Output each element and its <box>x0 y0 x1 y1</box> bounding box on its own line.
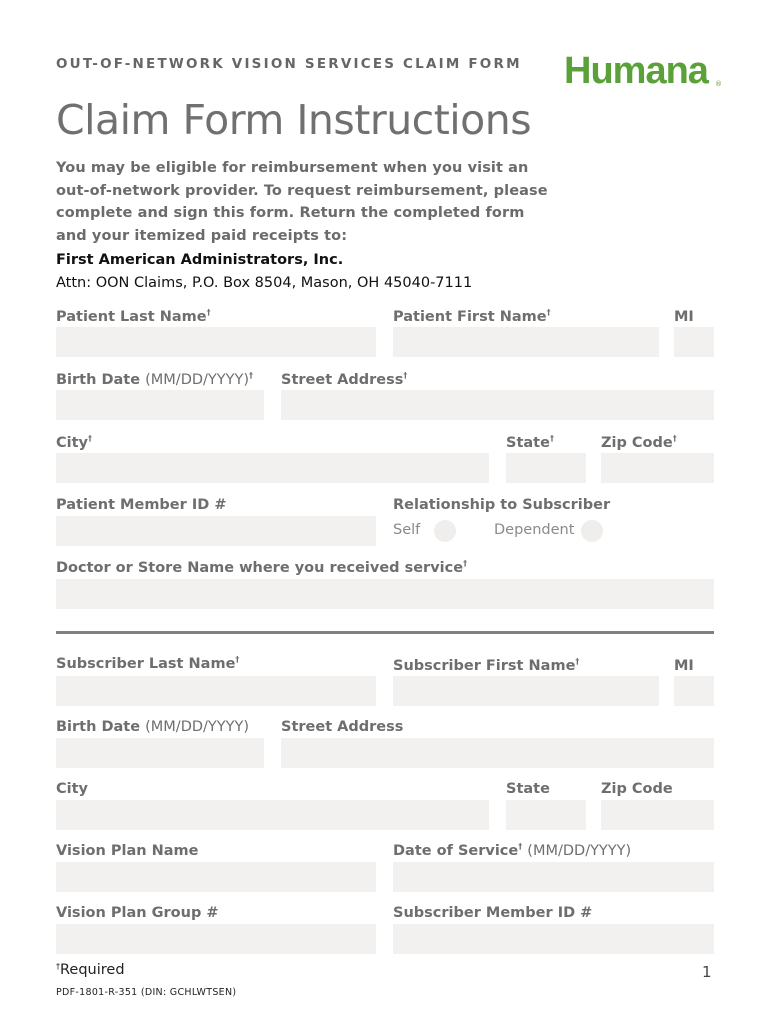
patient-first-name-label: Patient First Name† <box>393 308 551 325</box>
vision-plan-group-label: Vision Plan Group # <box>56 905 219 921</box>
instructions-text: You may be eligible for reimbursement when you visit an out-of-network provider. To request reimbursement, please complete and sign this form. Return the completed form and your itemized paid receipts to: <box>56 160 548 244</box>
patient-street-input[interactable] <box>281 390 714 420</box>
patient-zip-input[interactable] <box>601 453 714 483</box>
date-of-service-input[interactable] <box>393 862 714 892</box>
page-number: 1 <box>702 963 712 981</box>
registered-mark: ® <box>715 80 722 88</box>
subscriber-birth-date-label: Birth Date (MM/DD/YYYY) <box>56 719 249 735</box>
subscriber-first-name-label: Subscriber First Name† <box>393 657 580 674</box>
form-type-heading: OUT-OF-NETWORK VISION SERVICES CLAIM FORM <box>56 56 522 72</box>
patient-member-id-label: Patient Member ID # <box>56 497 227 513</box>
patient-city-input[interactable] <box>56 453 489 483</box>
subscriber-mi-input[interactable] <box>674 676 714 706</box>
subscriber-state-input[interactable] <box>506 800 586 830</box>
doctor-store-label: Doctor or Store Name where you received service† <box>56 559 468 576</box>
subscriber-member-id-label: Subscriber Member ID # <box>393 905 593 921</box>
relationship-label: Relationship to Subscriber <box>393 497 611 513</box>
vision-plan-name-input[interactable] <box>56 862 376 892</box>
subscriber-first-name-input[interactable] <box>393 676 659 706</box>
subscriber-zip-input[interactable] <box>601 800 714 830</box>
patient-birth-date-input[interactable] <box>56 390 264 420</box>
doctor-store-input[interactable] <box>56 579 714 609</box>
document-id: PDF-1801-R-351 (DIN: GCHLWTSEN) <box>56 987 237 998</box>
patient-first-name-input[interactable] <box>393 327 659 357</box>
patient-zip-label: Zip Code† <box>601 434 677 451</box>
vision-plan-group-input[interactable] <box>56 924 376 954</box>
mailing-address-line: Attn: OON Claims, P.O. Box 8504, Mason, OH 45040-7111 <box>56 275 473 291</box>
patient-last-name-input[interactable] <box>56 327 376 357</box>
subscriber-birth-date-input[interactable] <box>56 738 264 768</box>
date-of-service-label: Date of Service† (MM/DD/YYYY) <box>393 842 632 859</box>
subscriber-zip-label: Zip Code <box>601 781 673 797</box>
relationship-self-radio[interactable] <box>434 520 456 542</box>
patient-birth-date-label: Birth Date (MM/DD/YYYY)† <box>56 371 253 388</box>
patient-mi-label: MI <box>674 309 694 325</box>
relationship-self-label: Self <box>393 522 421 538</box>
patient-city-label: City† <box>56 434 92 451</box>
relationship-dependent-radio[interactable] <box>581 520 603 542</box>
subscriber-last-name-label: Subscriber Last Name† <box>56 655 240 672</box>
patient-street-label: Street Address† <box>281 371 408 388</box>
patient-state-label: State† <box>506 434 554 451</box>
subscriber-street-label: Street Address <box>281 719 404 735</box>
patient-member-id-input[interactable] <box>56 516 376 546</box>
section-divider <box>56 631 714 634</box>
subscriber-member-id-input[interactable] <box>393 924 714 954</box>
relationship-dependent-label: Dependent <box>494 522 575 538</box>
subscriber-city-label: City <box>56 781 88 797</box>
required-footnote: †Required <box>56 962 125 978</box>
subscriber-city-input[interactable] <box>56 800 489 830</box>
patient-state-input[interactable] <box>506 453 586 483</box>
patient-mi-input[interactable] <box>674 327 714 357</box>
subscriber-street-input[interactable] <box>281 738 714 768</box>
subscriber-last-name-input[interactable] <box>56 676 376 706</box>
subscriber-state-label: State <box>506 781 550 797</box>
subscriber-mi-label: MI <box>674 658 694 674</box>
page-title: Claim Form Instructions <box>56 96 532 144</box>
patient-last-name-label: Patient Last Name† <box>56 308 211 325</box>
mailing-address-name: First American Administrators, Inc. <box>56 252 344 268</box>
humana-logo: Humana <box>564 50 708 92</box>
vision-plan-name-label: Vision Plan Name <box>56 843 199 859</box>
